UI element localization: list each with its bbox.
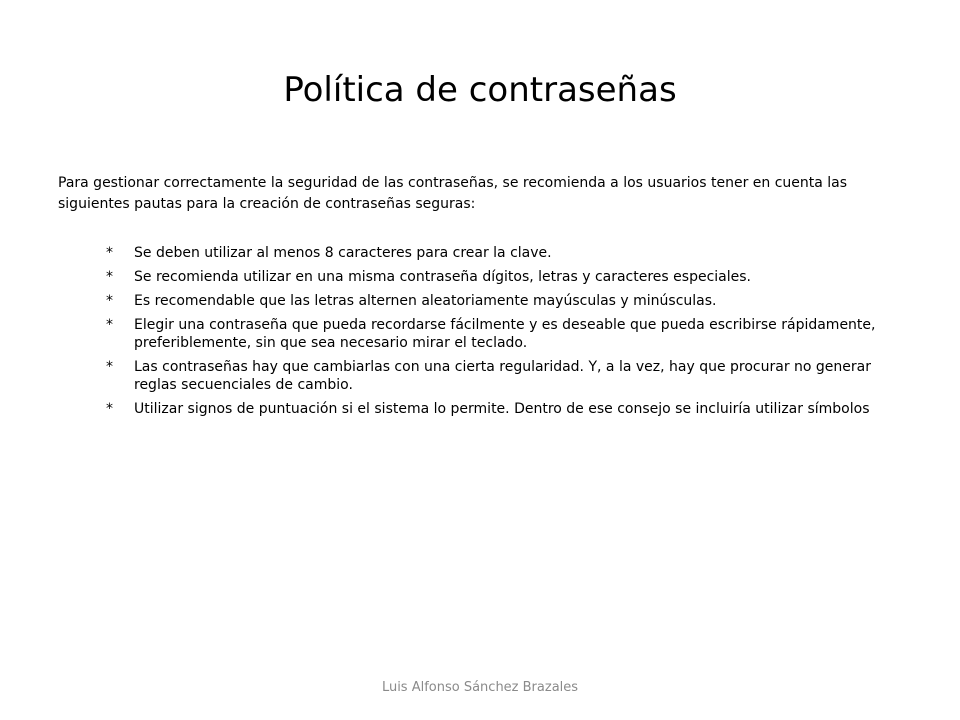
footer-author: Luis Alfonso Sánchez Brazales (381, 680, 579, 695)
bullet-marker: * (106, 293, 113, 309)
list-item (106, 268, 896, 286)
bullet-text: Es recomendable que las letras alternen aleatoriamente mayúsculas y minúsculas. (134, 293, 717, 309)
list-item (106, 244, 896, 262)
bullet-marker: * (106, 401, 113, 417)
bullet-text: Se deben utilizar al menos 8 caracteres para crear la clave. (134, 245, 552, 261)
bullet-text: Elegir una contraseña que pueda recordarse fácilmente y es deseable que pueda escribirse rápidamente, preferiblemente, sin que sea necesario mirar el teclado. (134, 317, 876, 351)
bullet-marker: * (106, 269, 113, 285)
list-item (106, 316, 896, 352)
bullet-list (106, 244, 896, 424)
bullet-marker: * (106, 245, 113, 261)
intro-paragraph: Para gestionar correctamente la seguridad de las contraseñas, se recomienda a los usuarios tener en cuenta las siguientes pautas para la creación de contraseñas seguras: (58, 175, 848, 212)
list-item (106, 400, 896, 418)
list-item (106, 292, 896, 310)
bullet-marker: * (106, 317, 113, 333)
bullet-text: Utilizar signos de puntuación si el sistema lo permite. Dentro de ese consejo se incluiría utilizar símbolos (134, 401, 870, 417)
bullet-marker: * (106, 359, 113, 375)
bullet-text: Las contraseñas hay que cambiarlas con una cierta regularidad. Y, a la vez, hay que procurar no generar reglas secuenciales de cambio. (134, 359, 871, 393)
list-item (106, 358, 896, 394)
slide-title: Política de contraseñas (283, 70, 677, 110)
bullet-text: Se recomienda utilizar en una misma contraseña dígitos, letras y caracteres especiales. (134, 269, 751, 285)
